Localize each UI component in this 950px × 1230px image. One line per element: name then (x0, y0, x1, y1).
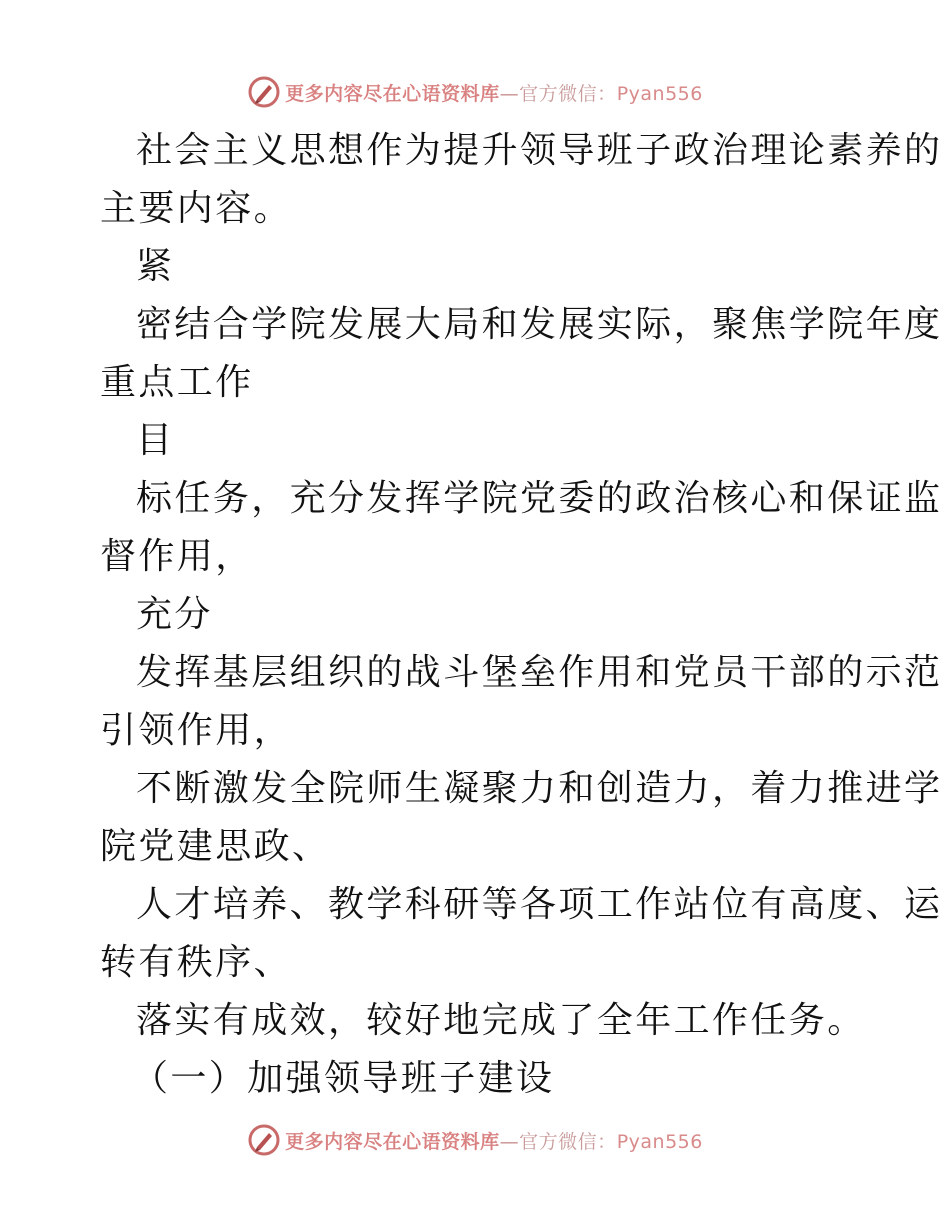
text-line: 督作用， (100, 536, 254, 577)
text-line: 发挥基层组织的战斗堡垒作用和党员干部的示范 (136, 652, 943, 693)
text-line: 密结合学院发展大局和发展实际，聚焦学院年度 (136, 304, 943, 345)
watermark-wechat-label: 官方微信： (519, 82, 617, 105)
text-line: 充分 (136, 594, 213, 635)
pen-logo-icon (247, 75, 281, 109)
text-line: 落实有成效，较好地完成了全年工作任务。 (136, 1000, 866, 1041)
watermark-separator: — (499, 82, 520, 105)
watermark-wechat-id: Pyan556 (616, 1130, 703, 1153)
footer-watermark (0, 1120, 950, 1160)
text-line: 引领作用， (100, 710, 293, 751)
watermark-text (285, 79, 703, 106)
text-line: 主要内容。 (100, 188, 293, 229)
watermark-separator: — (499, 1130, 520, 1153)
watermark-wechat-label: 官方微信： (519, 1130, 617, 1153)
text-line: 紧 (136, 246, 175, 287)
section-heading: （一）加强领导班子建设 (132, 1058, 555, 1099)
text-line: 社会主义思想作为提升领导班子政治理论素养的 (136, 130, 943, 171)
text-line: 转有秩序、 (100, 942, 293, 983)
watermark-text (285, 1127, 703, 1154)
header-watermark (0, 72, 950, 112)
text-line: 目 (136, 420, 175, 461)
pen-logo-icon (247, 1123, 281, 1157)
document-body (100, 122, 943, 1108)
text-line: 不断激发全院师生凝聚力和创造力，着力推进学 (136, 768, 943, 809)
watermark-site-text: 更多内容尽在心语资料库 (285, 82, 500, 105)
text-line: 重点工作 (100, 362, 254, 403)
text-line: 人才培养、教学科研等各项工作站位有高度、运 (136, 884, 943, 925)
text-line: 院党建思政、 (100, 826, 331, 867)
watermark-wechat-id: Pyan556 (616, 82, 703, 105)
text-line: 标任务，充分发挥学院党委的政治核心和保证监 (136, 478, 943, 519)
watermark-site-text: 更多内容尽在心语资料库 (285, 1130, 500, 1153)
